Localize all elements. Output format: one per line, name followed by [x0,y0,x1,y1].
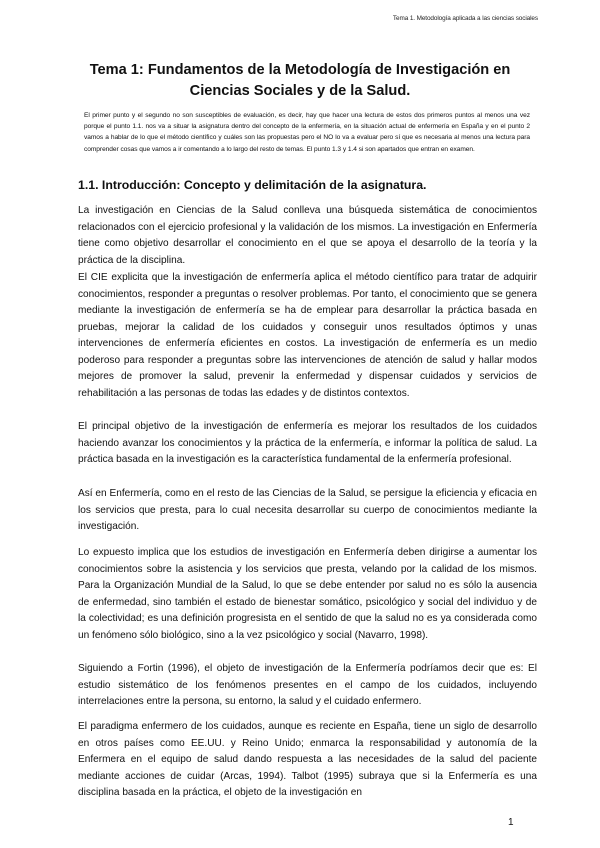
body-paragraph: Siguiendo a Fortin (1996), el objeto de investigación de la Enfermería podríamos decir que es: El estudio sistemático de los fenómenos presentes en el campo de los cuidados, incluyendo interrelaciones entre la persona, su entorno, la salud y el cuidado enfermero. [78,663,537,707]
title-line-1: Tema 1: Fundamentos de la Metodología de Investigación en [89,62,511,78]
title-line-2: Ciencias Sociales y de la Salud. [189,83,411,99]
body-paragraph: La investigación en Ciencias de la Salud conlleva una búsqueda sistemática de conocimientos relacionados con el ejercicio profesional y la validación de los mismos. La investigación en Enfermería tiene como objetivo desarrollar el conocimiento en el que se apoya el desarrollo de la teoría y la práctica de la disciplina. [78,205,537,266]
running-header: Tema 1. Metodología aplicada a las ciencias sociales [392,15,538,22]
body-paragraph: Lo expuesto implica que los estudios de investigación en Enfermería deben dirigirse a aumentar los conocimientos sobre la asistencia y los servicios que presta, velando por la calidad de los mismos. Para la Organización Mundial de la Salud, lo que se debe entender por salud no es sólo la ausencia de enfermedad, sino también el estado de bienestar somático, psicológico y social del individuo y de la colectividad; es una definición progresista en el sentido de que la salud no es ya considerada como un fenómeno sólo biológico, sino a la vez psicológico y social (Navarro, 1998). [78,547,537,641]
intro-note: El primer punto y el segundo no son susceptibles de evaluación, es decir, hay que hacer una lectura de estos dos primeros puntos al menos una vez porque el punto 1.1. nos va a situar la asignatura dentro del concepto de la enfermería, en la situación actual de enfermería en España y en el punto 2 vamos a hablar de lo que el método científico y cuáles son las propuestas pero el NO lo va a evaluar pero sí que es necesaria al menos una lectura para comprender cosas que vamos a ir comentando a lo largo del resto de temas. El punto 1.3 y 1.4 si son apartados que entran en examen. [84,112,530,153]
body-paragraph: Así en Enfermería, como en el resto de las Ciencias de la Salud, se persigue la eficiencia y eficacia en los servicios que presta, para lo cual necesita desarrollar su cuerpo de conocimientos mediante la investigación. [78,488,537,532]
document-title [70,60,530,102]
section-heading: 1.1. Introducción: Concepto y delimitación de la asignatura. [78,178,427,192]
body-paragraph: El principal objetivo de la investigación de enfermería es mejorar los resultados de los cuidados haciendo avanzar los conocimientos y la práctica de la enfermería, e informar la política de salud. La práctica basada en la investigación es la característica fundamental de la enfermería profesional. [78,421,537,465]
page-number: 1 [508,817,514,828]
body-paragraph: El paradigma enfermero de los cuidados, aunque es reciente en España, tiene un siglo de desarrollo en otros países como EE.UU. y Reino Unido; enmarca la responsabilidad y autonomía de la Enfermera en el equipo de salud dando respuesta a las necesidades de la salud del paciente mediante acciones de cuidar (Arcas, 1994). Talbot (1995) subraya que si la Enfermería es una disciplina basada en la práctica, el objeto de la investigación en [78,721,537,798]
body-paragraph: El CIE explicita que la investigación de enfermería aplica el método científico para tratar de adquirir conocimientos, responder a preguntas o resolver problemas. Por tanto, el conocimiento que se genera mediante la investigación de enfermería se ha de emplear para desarrollar la práctica basada en pruebas, mejorar la calidad de los cuidados y conseguir unos resultados óptimos y unas intervenciones de enfermería eficientes en costos. La investigación de enfermería es un medio poderoso para responder a preguntas sobre las intervenciones de atención de salud y hallar modos mejores de promover la salud, prevenir la enfermedad y dispensar cuidados y servicios de rehabilitación a las personas de todas las edades y de distintos contextos. [78,272,537,399]
